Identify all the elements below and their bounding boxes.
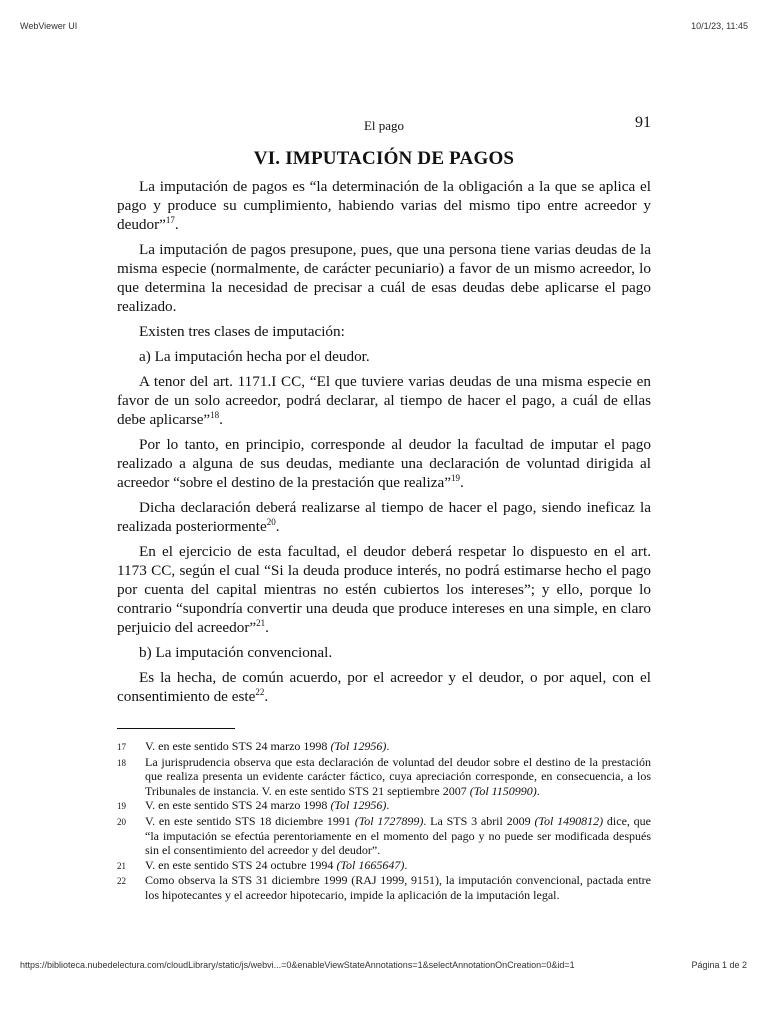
page-number: 91 xyxy=(635,114,651,131)
footnote-ref[interactable]: 20 xyxy=(266,516,276,527)
print-datetime: 10/1/23, 11:45 xyxy=(691,21,748,31)
print-page-count: Página 1 de 2 xyxy=(691,960,747,970)
footnote-ref[interactable]: 22 xyxy=(255,686,265,697)
paragraph-3: Existen tres clases de imputación: xyxy=(139,323,345,340)
document-page xyxy=(117,110,651,903)
footnote: 20 V. en este sentido STS 18 diciembre 1991 (Tol 1727899). La STS 3 abril 2009 (Tol 1490812) dice, que “la imputación se efectúa perentoriamente en el momento del pago y no puede ser modificada después sin el consentimiento del acreedor y del deudor”. xyxy=(117,813,652,858)
subheading-a: a) La imputación hecha por el deudor. xyxy=(139,348,370,365)
footnote: 18 La jurisprudencia observa que esta declaración de voluntad del deudor sobre el destino de la prestación que realiza presenta un evidente carácter fáctico, cuya apreciación corresponde, en consecuencia, a los Tribunales de instancia. V. en este sentido STS 21 septiembre 2007 (Tol 1150990). xyxy=(117,754,651,798)
footnote-ref[interactable]: 19 xyxy=(450,472,460,483)
footnote-ref[interactable]: 21 xyxy=(256,617,266,628)
page-url: https://biblioteca.nubedelectura.com/cloudLibrary/static/js/webvi...=0&enableViewStateAnnotations=1&selectAnnotationOnCreation=0&id=1 xyxy=(20,960,575,970)
paragraph-2: La imputación de pagos presupone, pues, que una persona tiene varias deudas de la misma especie (normalmente, de carácter pecuniario) a favor de un mismo acreedor, lo que determina la necesidad de precisar a cuál de esas deudas debe aplicarse el pago realizado. xyxy=(117,241,651,315)
paragraph-8: En el ejercicio de esta facultad, el deudor deberá respetar lo dispuesto en el art. 1173 CC, según el cual “Si la deuda produce interés, no podrá estimarse hecho el pago por cuenta del capital mientras no estén cubiertos los intereses”; y ello, porque lo contrario “supondría convertir una deuda que produce intereses en una simple, en claro perjuicio del acreedor”$^{21}$. xyxy=(117,543,651,636)
running-head xyxy=(117,110,651,140)
paragraph-6: Por lo tanto, en principio, corresponde al deudor la facultad de imputar el pago realizado a alguna de sus deudas, mediante una declaración de voluntad dirigida al acreedor “sobre el destino de la prestación que realiza”$^{19}$. xyxy=(117,436,651,491)
footnote: 21 V. en este sentido STS 24 octubre 1994 (Tol 1665647). xyxy=(117,857,408,872)
footnote-ref[interactable]: 18 xyxy=(210,409,220,420)
browser-tab-title: WebViewer UI xyxy=(20,21,78,31)
chapter-title: El pago xyxy=(363,118,405,133)
footnote: 17 V. en este sentido STS 24 marzo 1998 (Tol 12956). xyxy=(117,739,390,753)
footnotes xyxy=(117,739,651,903)
paragraph-1: La imputación de pagos es “la determinación de la obligación a la que se aplica el pago y produce su cumplimiento, habiendo varias del mismo tipo entre acreedor y deudor”$^{17}$. xyxy=(117,178,651,233)
browser-footer xyxy=(0,960,768,976)
browser-header xyxy=(0,0,768,31)
footnote: 19 V. en este sentido STS 24 marzo 1998 (Tol 12956). xyxy=(117,798,390,813)
footnote-ref[interactable]: 17 xyxy=(165,214,175,225)
paragraph-5: A tenor del art. 1171.I CC, “El que tuviere varias deudas de una misma especie en favor de un solo acreedor, podrá declarar, al tiempo de hacer el pago, a cuál de ellas debe aplicarse”$^{18}$. xyxy=(117,373,651,428)
section-title: VI. IMPUTACIÓN DE PAGOS xyxy=(253,148,515,169)
paragraph-10: Es la hecha, de común acuerdo, por el acreedor y el deudor, o por aquel, con el consentimiento de este$^{22}$. xyxy=(117,669,651,705)
paragraph-7: Dicha declaración deberá realizarse al tiempo de hacer el pago, siendo ineficaz la realizada posteriormente$^{20}$. xyxy=(117,499,651,535)
subheading-b: b) La imputación convencional. xyxy=(139,644,333,661)
footnote-divider xyxy=(117,728,235,729)
footnote: 22 Como observa la STS 31 diciembre 1999 (RAJ 1999, 9151), la imputación convencional, pactada entre los hipotecantes y el acreedor hipotecario, impide la aplicación de la imputación legal. xyxy=(117,873,651,902)
body-text xyxy=(117,177,651,706)
